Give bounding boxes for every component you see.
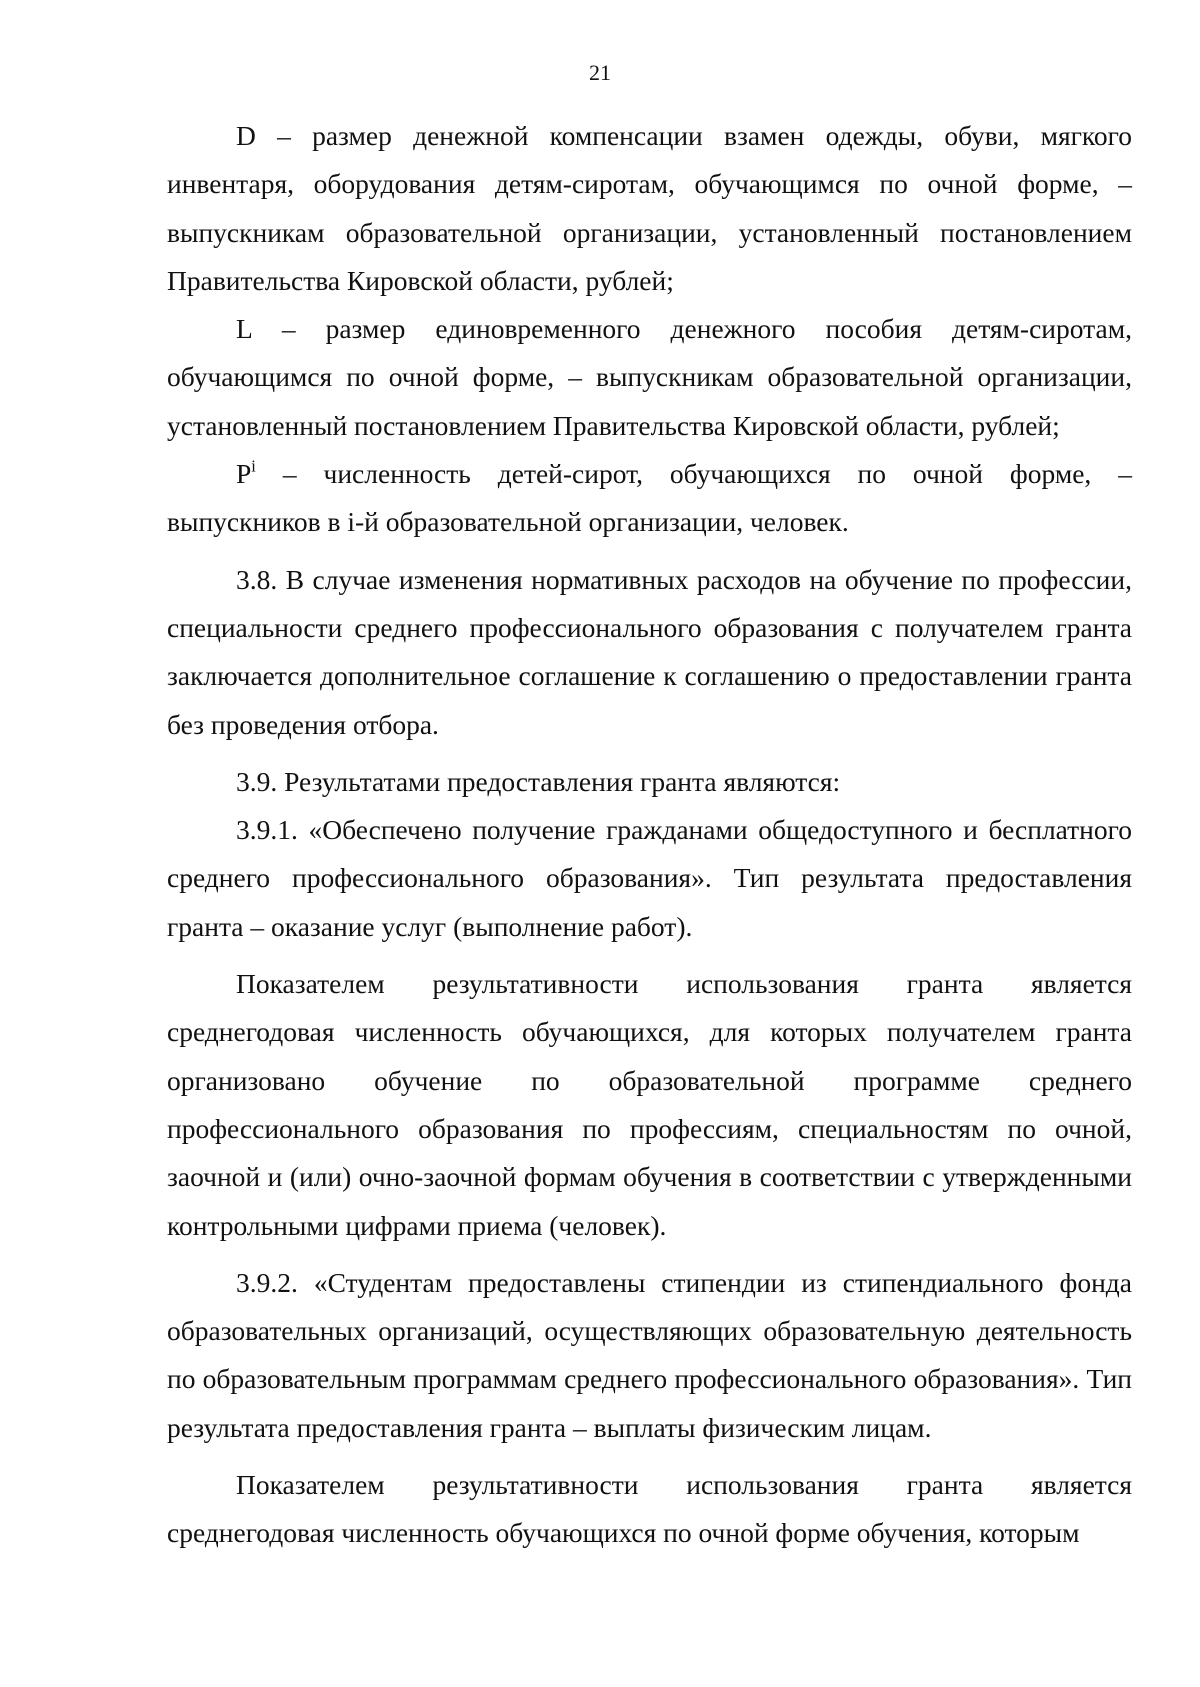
paragraph-3-9: 3.9. Результатами предоставления гранта являются: [236, 765, 841, 797]
paragraph-indicator-1: Показателем результативности использования гранта является среднегодовая численность обучающихся, для которых получателем гранта организовано обучение по образовательной программе среднего профессионального образования по профессиям, специальностям по очной, заочной и (или) очно-заочной формам обучения в соответствии с утвержденными контрольными цифрами приема (человек). [167, 968, 1132, 1241]
paragraph-3-9-1: 3.9.1. «Обеспечено получение гражданами общедоступного и бесплатного среднего профессионального образования». Тип результата предоставления гранта – оказание услуг (выполнение работ). [167, 814, 1132, 942]
document-body [167, 112, 1132, 1558]
symbol-d: D [236, 120, 256, 151]
paragraph-3-8: 3.8. В случае изменения нормативных расходов на обучение по профессии, специальности среднего профессионального образования с получателем гранта заключается дополнительное соглашение к соглашению о предоставлении гранта без проведения отбора. [167, 563, 1132, 740]
paragraph-definition-l [167, 305, 1132, 450]
symbol-p-superscript: i [251, 456, 256, 476]
paragraph-definition-p [167, 450, 1132, 547]
paragraph-text: – размер единовременного денежного пособия детям-сиротам, обучающимся по очной форме, – выпускникам образовательной организации, установленный постановлением Правительства Кировской области, рублей; [167, 313, 1132, 441]
paragraph-text: – размер денежной компенсации взамен одежды, обуви, мягкого инвентаря, оборудования детям-сиротам, обучающимся по очной форме, – выпускникам образовательной организации, установленный постановлением Правительства Кировской области, рублей; [167, 120, 1132, 296]
symbol-p: P [236, 458, 252, 490]
paragraph-text: – численность детей-сирот, обучающихся по очной форме, – выпускников в i-й образовательной организации, человек. [167, 458, 1132, 538]
paragraph-definition-d [167, 112, 1132, 305]
symbol-l: L [236, 313, 252, 345]
page-number: 21 [589, 60, 611, 85]
paragraph-3-9-2: 3.9.2. «Студентам предоставлены стипендии из стипендиального фонда образовательных организаций, осуществляющих образовательную деятельность по образовательным программам среднего профессионального образования». Тип результата предоставления гранта – выплаты физическим лицам. [167, 1266, 1132, 1443]
paragraph-indicator-2: Показателем результативности использования гранта является среднегодовая численность обучающихся по очной форме обучения, которым [167, 1469, 1132, 1549]
